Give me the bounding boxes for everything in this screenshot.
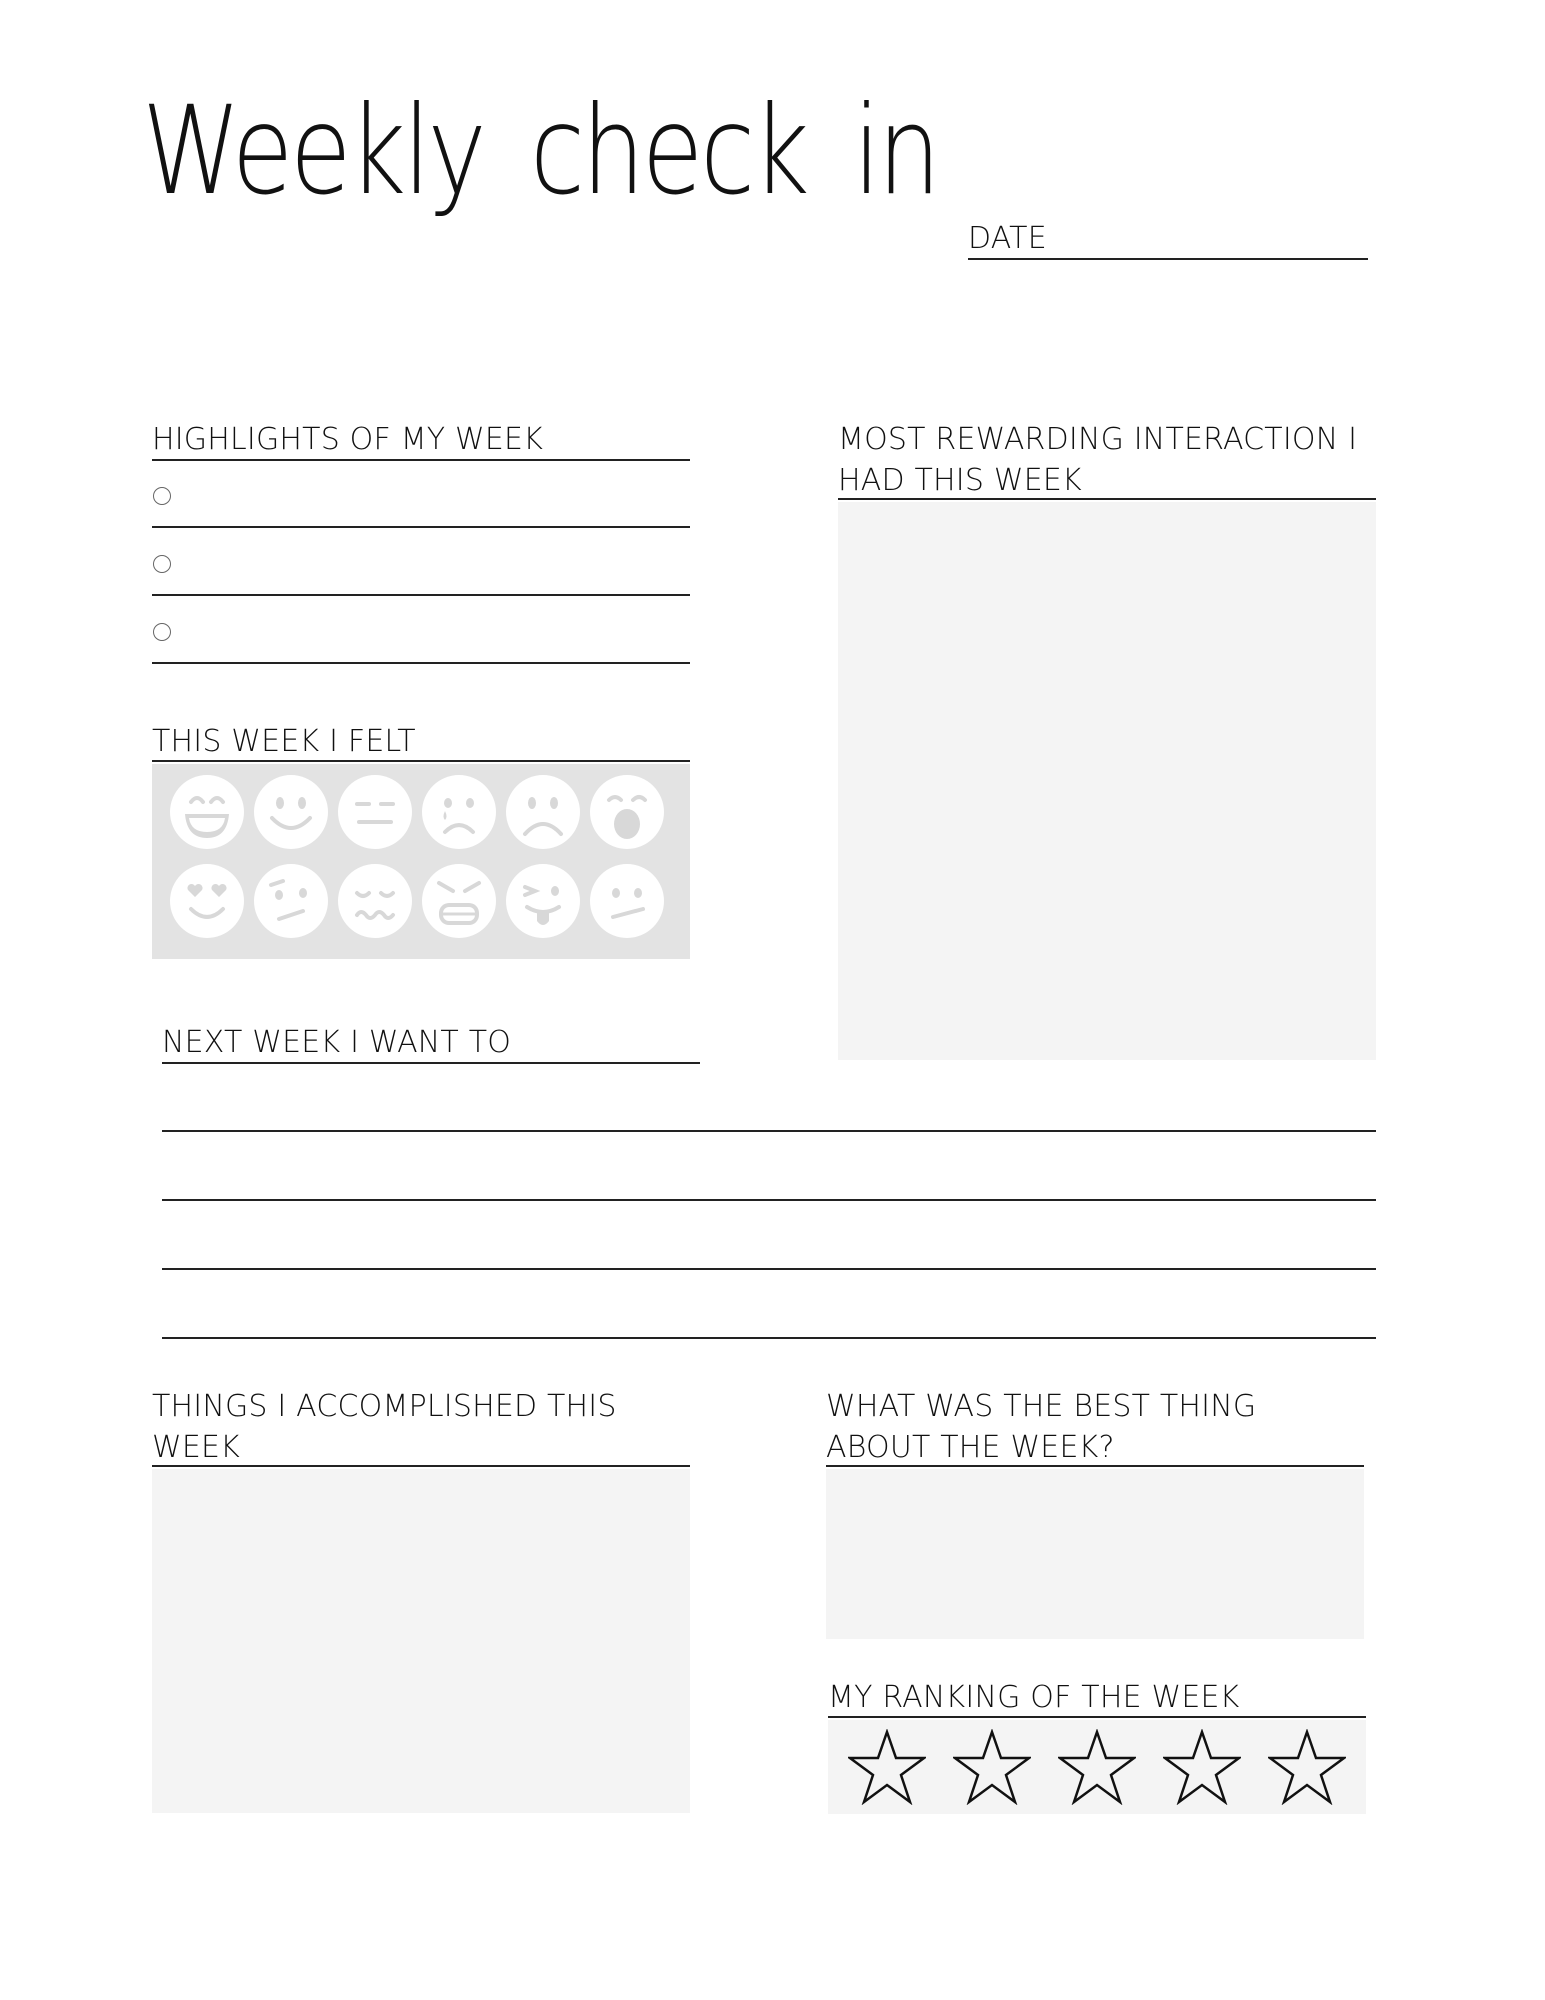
next-week-heading: NEXT WEEK I WANT TO — [162, 1025, 512, 1060]
highlights-heading-rule — [152, 459, 690, 461]
emoji-panel — [152, 764, 690, 959]
date-label: DATE — [968, 221, 1047, 256]
best-thing-writing-area[interactable] — [826, 1469, 1364, 1639]
sad-face-icon[interactable] — [506, 775, 580, 849]
felt-heading-rule — [152, 760, 690, 762]
highlight-bullet-2[interactable] — [153, 555, 171, 573]
highlight-bullet-3[interactable] — [153, 623, 171, 641]
next-week-heading-rule — [162, 1062, 700, 1064]
highlights-heading: HIGHLIGHTS OF MY WEEK — [152, 422, 544, 457]
rewarding-heading-line2: HAD THIS WEEK — [838, 463, 1082, 498]
neutral-face-icon[interactable] — [338, 775, 412, 849]
highlight-bullet-1[interactable] — [153, 487, 171, 505]
angry-face-icon[interactable] — [422, 864, 496, 938]
felt-heading: THIS WEEK I FELT — [152, 724, 416, 759]
next-week-line-2[interactable] — [162, 1199, 1376, 1201]
confused-face-icon[interactable] — [254, 864, 328, 938]
star-icon-5[interactable] — [1268, 1729, 1346, 1805]
accomplished-heading-rule — [152, 1465, 690, 1467]
best-thing-heading-line1: WHAT WAS THE BEST THING — [826, 1389, 1257, 1424]
best-thing-heading-line2: ABOUT THE WEEK? — [826, 1430, 1115, 1465]
tongue-out-face-icon[interactable] — [506, 864, 580, 938]
emoji-grid — [152, 764, 690, 959]
star-icon-3[interactable] — [1058, 1729, 1136, 1805]
highlight-line-2[interactable] — [152, 594, 690, 596]
skeptical-face-icon[interactable] — [590, 864, 664, 938]
accomplished-heading-line2: WEEK — [152, 1430, 241, 1465]
crying-face-icon[interactable] — [422, 775, 496, 849]
wavy-mouth-face-icon[interactable] — [338, 864, 412, 938]
star-icon-2[interactable] — [953, 1729, 1031, 1805]
rewarding-writing-area[interactable] — [838, 502, 1376, 1060]
ranking-panel — [828, 1720, 1366, 1814]
shocked-face-icon[interactable] — [590, 775, 664, 849]
date-field-line[interactable] — [968, 258, 1368, 260]
accomplished-writing-area[interactable] — [152, 1469, 690, 1813]
star-icon-1[interactable] — [848, 1729, 926, 1805]
star-icon-4[interactable] — [1163, 1729, 1241, 1805]
highlight-line-1[interactable] — [152, 526, 690, 528]
heart-eyes-face-icon[interactable] — [170, 864, 244, 938]
ranking-heading-rule — [828, 1716, 1366, 1718]
rewarding-heading-line1: MOST REWARDING INTERACTION I — [838, 422, 1358, 457]
best-thing-heading-rule — [826, 1465, 1364, 1467]
next-week-line-4[interactable] — [162, 1337, 1376, 1339]
ranking-heading: MY RANKING OF THE WEEK — [828, 1680, 1240, 1715]
laughing-face-icon[interactable] — [170, 775, 244, 849]
next-week-line-1[interactable] — [162, 1130, 1376, 1132]
rewarding-heading-rule — [838, 498, 1376, 500]
page-title: Weekly check in — [142, 80, 938, 222]
smiling-face-icon[interactable] — [254, 775, 328, 849]
accomplished-heading-line1: THINGS I ACCOMPLISHED THIS — [152, 1389, 617, 1424]
next-week-line-3[interactable] — [162, 1268, 1376, 1270]
highlight-line-3[interactable] — [152, 662, 690, 664]
